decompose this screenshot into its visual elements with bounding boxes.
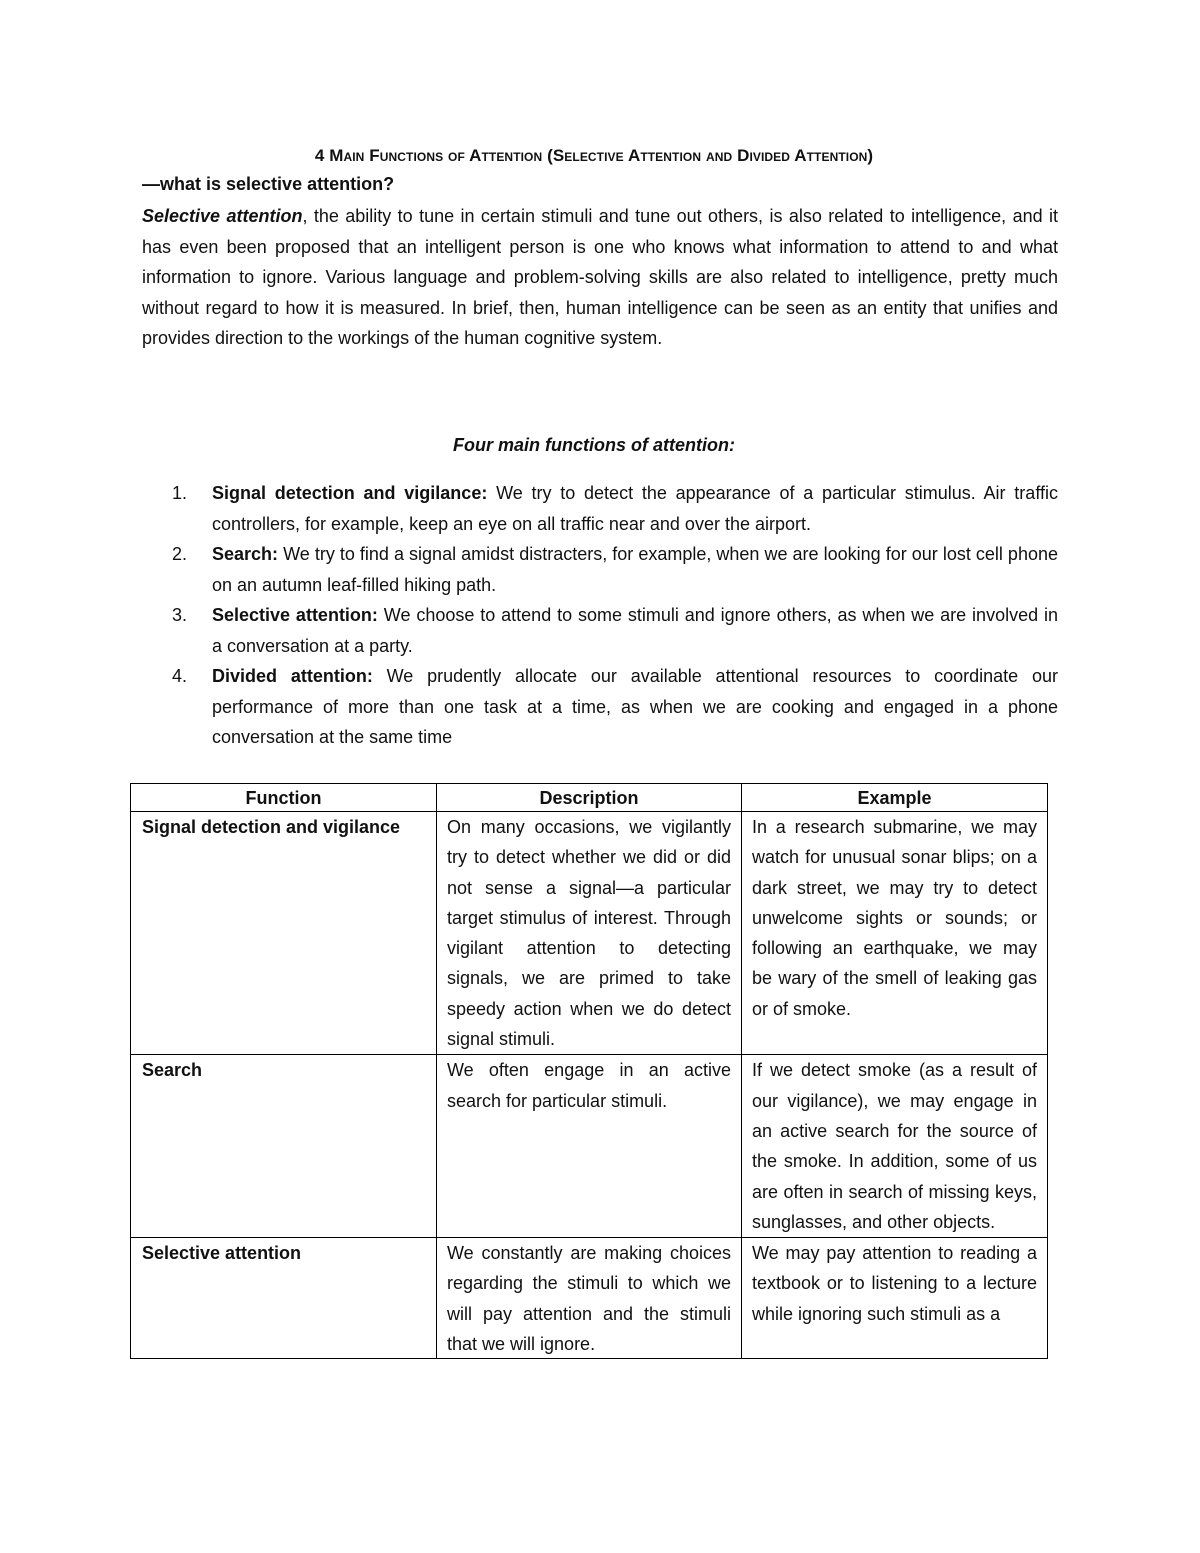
list-item-label: Signal detection and vigilance:: [212, 483, 488, 503]
section-question: —what is selective attention?: [142, 174, 395, 194]
example-cell-text: We may pay attention to reading a textbook or to listening to a lecture while ignoring such stimuli as a: [752, 1243, 1037, 1324]
list-item: [142, 600, 1058, 661]
description-cell: We often engage in an active search for particular stimuli.: [437, 1055, 742, 1238]
list-number: 4.: [172, 666, 188, 686]
intro-paragraph: [142, 201, 1058, 354]
description-cell: On many occasions, we vigilantly try to detect whether we did or did not sense a signal—a particular target stimulus of interest. Through vigilant attention to detecting signals, we are primed to take speedy action when we do detect signal stimuli.: [437, 812, 742, 1055]
table-row: [131, 812, 1048, 1055]
list-item-text: We choose to attend to some stimuli and ignore others, as when we are involved in a conversation at a party.: [212, 605, 1058, 656]
list-item: [142, 478, 1058, 539]
function-cell: [131, 1238, 437, 1359]
list-number: 3.: [172, 605, 188, 625]
description-cell: [437, 1238, 742, 1359]
column-header-description: Description: [437, 784, 742, 812]
intro-term: Selective attention: [142, 206, 303, 226]
list-number: 2.: [172, 544, 188, 564]
list-item-text: We try to find a signal amidst distracters, for example, when we are looking for our lost cell phone on an autumn leaf-filled hiking path.: [212, 544, 1058, 595]
list-item-label: Search:: [212, 544, 279, 564]
description-cell-text: We constantly are making choices regarding the stimuli to which we will pay attention and the stimuli that we will ignore.: [447, 1243, 731, 1355]
example-cell: In a research submarine, we may watch for unusual sonar blips; on a dark street, we may try to detect unwelcome sights or sounds; or following an earthquake, we may be wary of the smell of leaking gas or of smoke.: [742, 812, 1048, 1055]
column-header-function: Function: [131, 784, 437, 812]
function-cell-text: Selective attention: [142, 1243, 302, 1264]
list-item-label: Selective attention:: [212, 605, 378, 625]
functions-subheading: Four main functions of attention:: [453, 435, 735, 455]
list-item-label: Divided attention:: [212, 666, 373, 686]
functions-list: [142, 478, 1058, 753]
intro-text: , the ability to tune in certain stimuli and tune out others, is also related to intelligence, and it has even been proposed that an intelligent person is one who knows what information to attend to and what information to ignore. Various language and problem-solving skills are also related to intelligence, pretty much without regard to how it is measured. In brief, then, human intelligence can be seen as an entity that unifies and provides direction to the workings of the human cognitive system.: [142, 206, 1058, 348]
function-cell: Signal detection and vigilance: [131, 812, 437, 1055]
example-cell: If we detect smoke (as a result of our vigilance), we may engage in an active search for the source of the smoke. In addition, some of us are often in search of missing keys, sunglasses, and other objects.: [742, 1055, 1048, 1238]
function-cell: Search: [131, 1055, 437, 1238]
list-item: [142, 661, 1058, 753]
list-item-text: We prudently allocate our available attentional resources to coordinate our performance of more than one task at a time, as when we are cooking and engaged in a phone conversation at the same time: [212, 666, 1059, 747]
table-row: [131, 1238, 1048, 1359]
list-item: [142, 539, 1058, 600]
list-number: 1.: [172, 483, 188, 503]
functions-table: [130, 783, 1048, 1359]
list-item-text: We try to detect the appearance of a particular stimulus. Air traffic controllers, for example, keep an eye on all traffic near and over the airport.: [212, 483, 1058, 534]
table-header-row: [131, 784, 1048, 812]
example-cell: [742, 1238, 1048, 1359]
page-title: 4 Main Functions of Attention (Selective Attention and Divided Attention): [314, 146, 874, 165]
column-header-example: Example: [742, 784, 1048, 812]
table-row: [131, 1055, 1048, 1238]
